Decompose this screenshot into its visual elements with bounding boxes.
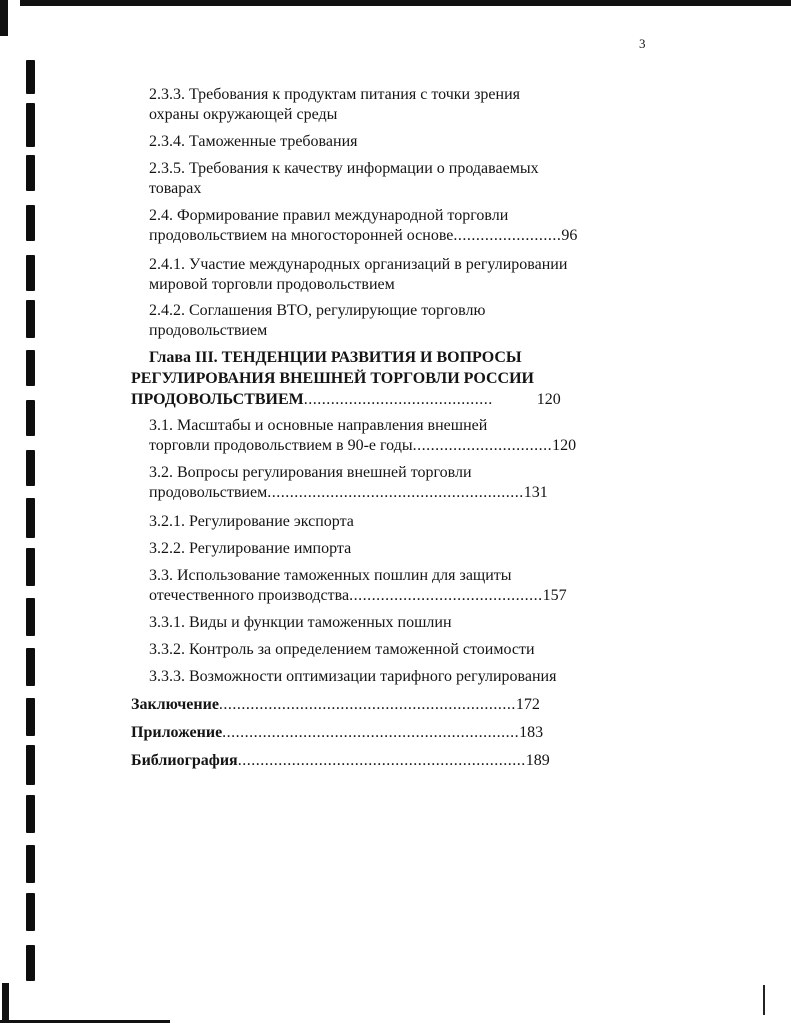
toc-page-number: 157: [542, 587, 567, 604]
toc-entry-text: 2.4.2. Соглашения ВТО, регулирующие торговлю: [149, 302, 486, 319]
binding-hole: [26, 60, 35, 94]
toc-entry-text: 3.3.2. Контроль за определением таможенной стоимости: [149, 641, 535, 658]
toc-entry: [149, 613, 452, 633]
toc-entry-text: 2.3.5. Требования к качеству информации о продаваемых: [149, 160, 539, 177]
toc-leader: ........................: [453, 227, 562, 244]
binding-hole: [26, 205, 35, 241]
toc-section-entry: [131, 751, 550, 771]
toc-page-number: 183: [519, 724, 544, 741]
toc-leader: ................................................................: [237, 752, 526, 769]
toc-entry: [149, 132, 357, 152]
binding-hole: [26, 795, 35, 833]
toc-chapter-text: ПРОДОВОЛЬСТВИЕМ: [131, 391, 304, 408]
binding-hole: [26, 648, 35, 686]
toc-page-number: 96: [561, 227, 578, 244]
toc-page-number: 120: [536, 391, 561, 408]
toc-entry-text: мировой торговли продовольствием: [149, 276, 395, 293]
toc-entry: [149, 539, 351, 559]
binding-hole: [26, 300, 35, 338]
toc-section-entry: [131, 723, 543, 743]
toc-entry-text: 2.4. Формирование правил международной торговли: [149, 207, 509, 224]
toc-entry-text: продовольствием: [149, 484, 268, 501]
toc-entry: [149, 463, 548, 503]
binding-hole: [26, 450, 35, 486]
toc-entry-text: торговли продовольствием в 90-е годы: [149, 437, 413, 454]
toc-leader: ..........................................: [303, 391, 493, 408]
toc-page-number: 120: [552, 437, 577, 454]
toc-entry: [149, 566, 567, 606]
binding-hole: [26, 548, 35, 586]
toc-entry: [149, 512, 354, 532]
toc-page-number: 189: [525, 752, 550, 769]
toc-entry-text: 3.2.2. Регулирование импорта: [149, 540, 352, 557]
scan-top-edge: [20, 0, 791, 6]
toc-chapter-heading: [131, 347, 561, 410]
toc-entry-text: охраны окружающей среды: [149, 106, 338, 123]
binding-hole: [26, 698, 35, 736]
toc-entry-text: 2.3.4. Таможенные требования: [149, 133, 358, 150]
scan-corner-mark: [0, 0, 8, 36]
toc-entry-text: 3.2.1. Регулирование экспорта: [149, 513, 354, 530]
toc-entry-text: 3.3. Использование таможенных пошлин для защиты: [149, 567, 512, 584]
binding-hole: [26, 400, 35, 436]
toc-page-number: 172: [515, 696, 540, 713]
toc-leader: ...............................: [412, 437, 553, 454]
binding-hole: [26, 945, 35, 981]
scan-corner-mark: [2, 983, 9, 1023]
binding-hole: [26, 155, 35, 191]
toc-entry: [149, 206, 577, 246]
toc-leader: ..................................................................: [222, 724, 520, 741]
scan-right-edge: [763, 985, 765, 1015]
page-number: 3: [639, 36, 646, 51]
toc-chapter-text: Глава III. ТЕНДЕНЦИИ РАЗВИТИЯ И ВОПРОСЫ: [149, 349, 522, 366]
toc-section-title: Приложение: [131, 724, 223, 741]
toc-entry-text: продовольствием на многосторонней основе: [149, 227, 454, 244]
toc-entry: [149, 85, 520, 125]
toc-leader: ...........................................: [349, 587, 543, 604]
toc-page-number: 131: [523, 484, 548, 501]
toc-section-entry: [131, 695, 540, 715]
toc-entry-text: 3.3.1. Виды и функции таможенных пошлин: [149, 614, 452, 631]
toc-entry-text: 2.4.1. Участие международных организаций в регулировании: [149, 256, 568, 273]
toc-entry-text: 2.3.3. Требования к продуктам питания с точки зрения: [149, 86, 520, 103]
binding-hole: [26, 255, 35, 291]
toc-entry: [149, 255, 567, 295]
toc-entry: [149, 640, 535, 660]
binding-hole: [26, 745, 35, 785]
toc-section-title: Библиография: [131, 752, 238, 769]
toc-entry-text: 3.3.3. Возможности оптимизации тарифного регулирования: [149, 668, 557, 685]
toc-leader: ..................................................................: [218, 696, 516, 713]
toc-chapter-text: РЕГУЛИРОВАНИЯ ВНЕШНЕЙ ТОРГОВЛИ РОССИИ: [131, 370, 534, 387]
binding-hole: [26, 498, 35, 538]
toc-entry: [149, 416, 576, 456]
toc-leader: .........................................................: [267, 484, 524, 501]
toc-entry-text: товарах: [149, 180, 202, 197]
binding-hole: [26, 598, 35, 636]
toc-section-title: Заключение: [131, 696, 219, 713]
toc-entry-text: 3.2. Вопросы регулирования внешней торговли: [149, 464, 472, 481]
toc-entry-text: продовольствием: [149, 322, 268, 339]
toc-entry: [149, 159, 539, 199]
binding-hole: [26, 893, 35, 931]
toc-entry: [149, 301, 485, 341]
toc-entry: [149, 667, 556, 687]
binding-hole: [26, 103, 35, 147]
binding-hole: [26, 845, 35, 883]
toc-entry-text: 3.1. Масштабы и основные направления внешней: [149, 417, 488, 434]
binding-hole: [26, 350, 35, 386]
toc-entry-text: отечественного производства: [149, 587, 350, 604]
